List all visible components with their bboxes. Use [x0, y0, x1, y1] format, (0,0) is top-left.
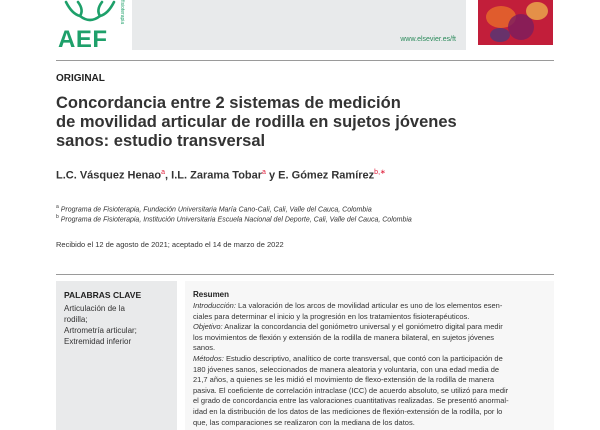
abstract-subheading: Objetivo: [193, 322, 223, 332]
author-name: y E. Gómez Ramírez [265, 169, 375, 182]
keyword-line: rodilla; [64, 315, 88, 324]
abstract-line [193, 407, 502, 416]
title-line: de movilidad articular de rodilla en sujetos jóvenes [56, 113, 457, 131]
author-affiliation-marker[interactable]: b,∗ [374, 169, 386, 176]
abstract-line [193, 312, 469, 321]
abstract-line [193, 354, 503, 363]
abstract-text: La valoración de los arcos de movilidad articular es uno de los elementos esen- [235, 301, 503, 310]
abstract-subheading: Métodos: [193, 354, 224, 363]
author-name: , I.L. Zarama Tobar [165, 169, 263, 182]
keyword-line: Extremidad inferior [64, 337, 132, 346]
article-section-label: ORIGINAL [56, 73, 105, 84]
keyword-line: Artrometría articular; [64, 326, 137, 335]
affiliation-marker: a [56, 204, 59, 210]
header-divider [56, 60, 554, 61]
abstract-line [193, 333, 494, 342]
abstract-text: ciales para determinar el inicio y la progresión en los tratamientos fisioterapéuticos. [193, 311, 470, 321]
keywords-heading: PALABRAS CLAVE [64, 290, 142, 300]
logo-vertical-text: fisioterapia [119, 0, 125, 25]
abstract-line [193, 396, 509, 405]
abstract-line [193, 322, 503, 331]
affiliation-line [56, 214, 412, 223]
article-title [56, 94, 496, 151]
keyword-line: Articulación de la [64, 304, 125, 313]
hands-logo-icon [62, 0, 120, 26]
affiliation-line [56, 204, 372, 213]
abstract-text: que, las comparaciones se realizaron con la mediana de los datos. [193, 417, 415, 427]
author-name: L.C. Vásquez Henao [56, 169, 162, 182]
abstract-line [193, 343, 215, 352]
abstract-line [193, 301, 502, 310]
journal-logo [56, 0, 126, 55]
abstract-text: idad en la distribución de los datos de las mediciones de flexión-extensión de la rodilla, por lo [193, 407, 503, 416]
journal-header-banner [132, 0, 466, 50]
author-affiliation-marker[interactable]: a [161, 169, 166, 176]
cover-art-shape [526, 2, 548, 20]
abstract-text: los movimientos de flexión y extensión de la rodilla de manera bilateral, en sujetos jóvenes [193, 332, 494, 342]
abstract-text: Estudio descriptivo, analítico de corte transversal, que contó con la participación de [223, 354, 503, 363]
abstract-text: sanos. [193, 343, 216, 353]
cover-art-shape [490, 28, 510, 42]
title-line: sanos: estudio transversal [56, 132, 266, 150]
abstract-line [193, 386, 508, 395]
keywords-panel [56, 281, 177, 430]
abstract-text: 180 jóvenes sanos, seleccionados de manera aleatoria y voluntaria, con una edad media de [193, 364, 500, 374]
abstract-heading: Resumen [193, 290, 230, 299]
journal-url-link[interactable]: www.elsevier.es/ft [400, 36, 456, 43]
abstract-subheading: Introducción: [193, 301, 236, 310]
abstract-text: pasiva. El coeficiente de correlación intraclase (ICC) de acuerdo absoluto, se utilizó para medir [193, 385, 509, 395]
author-affiliation-marker[interactable]: a [262, 169, 266, 176]
logo-text: AEF [58, 26, 108, 53]
affiliation-text: Programa de Fisioterapia, Institución Universitaria Escuela Nacional del Deporte, Cali, Valle del Cauca, Colombia [60, 216, 412, 224]
journal-cover-thumbnail[interactable] [478, 0, 553, 45]
affiliation-marker: b [56, 214, 59, 220]
abstract-line [193, 375, 494, 384]
abstract-line [193, 418, 415, 427]
content-divider [56, 274, 554, 275]
abstract-panel [185, 281, 554, 430]
received-accepted-dates: Recibido el 12 de agosto de 2021; aceptado el 14 de marzo de 2022 [56, 240, 284, 249]
affiliation-text: Programa de Fisioterapia, Fundación Universitaria María Cano-Cali, Cali, Valle del Cauca, Colombia [60, 206, 372, 214]
title-line: Concordancia entre 2 sistemas de medición [56, 94, 401, 112]
author-list [56, 168, 386, 182]
abstract-text: el grado de concordancia entre las valoraciones cuantitativas realizadas. Se presentó anormal- [193, 396, 509, 406]
abstract-line [193, 365, 499, 374]
abstract-text: 21,7 años, a quienes se les midió el movimiento de flexo-extensión de la rodilla de manera [193, 375, 495, 385]
abstract-text: Analizar la concordancia del goniómetro universal y el goniómetro digital para medir [222, 322, 503, 332]
